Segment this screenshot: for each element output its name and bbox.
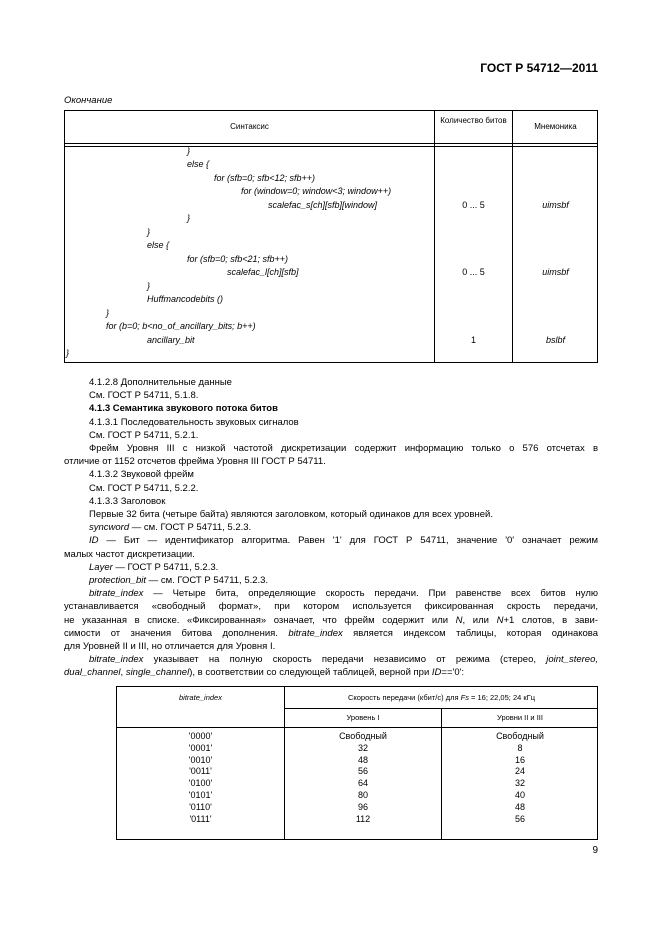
- col-index-header: bitrate_index: [179, 693, 222, 702]
- paragraph: 4.1.3.1 Последовательность звуковых сигналов: [89, 416, 299, 428]
- syntax-line: for (sfb=0; sfb<12; sfb++): [214, 173, 316, 183]
- paragraph: для Уровней II и III, но отличается для Уровня I.: [64, 641, 276, 653]
- table-cell: 48: [357, 754, 368, 765]
- mnemonic-cell: uimsbf: [542, 267, 569, 277]
- table-caption: Окончание: [64, 95, 113, 106]
- paragraph: dual_channel, single_channel), в соответствии со следующей таблицей, верной при ID=='0':: [64, 667, 465, 679]
- paragraph: симости от значения битова дополнения. bitrate_index является индексом таблицы, которая одинакова: [64, 627, 598, 639]
- level23-column: [442, 731, 598, 825]
- syntax-line: for (sfb=0; sfb<21; sfb++): [187, 254, 289, 264]
- paragraph: См. ГОСТ Р 54711, 5.2.1.: [89, 429, 199, 441]
- paragraph: См. ГОСТ Р 54711, 5.1.8.: [89, 390, 199, 402]
- paragraph: 4.1.2.8 Дополнительные данные: [89, 377, 232, 388]
- table-cell: '0100': [188, 778, 213, 789]
- syntax-line: else {: [187, 159, 210, 169]
- col-level1-header: Уровень I: [346, 713, 380, 722]
- paragraph: bitrate_index — Четыре бита, определяющие скорость передачи. При равенстве всех битов нулю: [89, 588, 598, 600]
- col-syntax-header: Синтаксис: [230, 122, 269, 131]
- table-cell: 56: [514, 813, 525, 824]
- paragraph: устанавливается «свободный формат», при котором используется фиксированная скрость передачи,: [64, 601, 598, 613]
- index-column: [117, 731, 284, 825]
- table-cell: '0010': [188, 754, 213, 765]
- paragraph: не указанная в списке. «Фиксированная» означает, что фрейм содержит или N, или N+1 слотов, в зави-: [64, 614, 598, 626]
- syntax-line: }: [147, 227, 151, 237]
- syntax-line: for (b=0; b<no_of_ancillary_bits; b++): [106, 321, 256, 331]
- paragraph: bitrate_index указывает на полную скорость передачи независимо от режима (стерео, joint_stereo,: [89, 654, 598, 666]
- table-cell: 80: [357, 789, 368, 800]
- table-cell: '0011': [189, 766, 212, 777]
- paragraph: ID — Бит — идентификатор алгоритма. Равен '1' для ГОСТ Р 54711, значение '0' означает режим: [89, 535, 598, 547]
- mnemonic-cell: uimsbf: [542, 200, 569, 210]
- level1-column: [285, 731, 441, 825]
- col-mnemonic-header: Мнемоника: [534, 122, 577, 131]
- col-rate-header: Скорость передачи (кбит/с) для Fs = 16; 22,05; 24 кГц: [347, 693, 536, 702]
- bits-cell: 0 ... 5: [462, 200, 485, 210]
- table-cell: Свободный: [496, 731, 544, 741]
- table-cell: 32: [514, 778, 525, 789]
- col-level23-header: Уровни II и III: [497, 713, 543, 722]
- syntax-line: }: [187, 146, 191, 156]
- syntax-line: for (window=0; window<3; window++): [241, 186, 392, 196]
- table-cell: 16: [514, 754, 525, 765]
- page-number: 9: [592, 845, 598, 856]
- body-text: [64, 376, 598, 680]
- syntax-line: else {: [147, 240, 170, 250]
- paragraph: См. ГОСТ Р 54711, 5.2.2.: [89, 482, 199, 494]
- table-cell: 64: [357, 778, 368, 789]
- table-cell: '0001': [188, 742, 213, 753]
- paragraph: малых частот дискретизации.: [64, 548, 195, 560]
- table-cell: 40: [514, 789, 525, 800]
- paragraph: protection_bit — см. ГОСТ Р 54711, 5.2.3.: [89, 575, 269, 587]
- syntax-line: }: [106, 308, 110, 318]
- syntax-line: ancillary_bit: [147, 335, 195, 345]
- document-id: ГОСТ Р 54712—2011: [480, 61, 598, 75]
- table-cell: 96: [357, 801, 368, 812]
- paragraph: 4.1.3.3 Заголовок: [89, 495, 166, 507]
- paragraph: 4.1.3.2 Звуковой фрейм: [89, 469, 194, 481]
- table-cell: 32: [357, 742, 368, 753]
- section-heading: 4.1.3 Семантика звукового потока битов: [89, 403, 278, 415]
- paragraph: Фрейм Уровня III с низкой частотой дискретизации содержит информацию только о 576 отсчетах в: [89, 443, 598, 455]
- table-cell: 56: [357, 766, 368, 777]
- table-cell: 48: [514, 801, 525, 812]
- paragraph: Layer — ГОСТ Р 54711, 5.2.3.: [89, 561, 219, 573]
- syntax-table: [64, 110, 598, 363]
- bits-cell: 0 ... 5: [462, 267, 485, 277]
- syntax-line: scalefac_l[ch][sfb]: [227, 267, 299, 277]
- paragraph: syncword — см. ГОСТ Р 54711, 5.2.3.: [89, 522, 252, 534]
- syntax-line: scalefac_s[ch][sfb][window]: [268, 200, 378, 210]
- table-cell: Свободный: [339, 731, 387, 741]
- table-cell: 8: [517, 742, 523, 753]
- syntax-line: Huffmancodebits (): [147, 294, 224, 304]
- table-cell: '0101': [188, 789, 213, 800]
- syntax-line: }: [187, 213, 191, 223]
- table-cell: '0000': [188, 731, 213, 741]
- syntax-line: }: [66, 348, 70, 358]
- mnemonic-cell: bslbf: [545, 335, 565, 345]
- syntax-line: }: [147, 281, 151, 291]
- table-cell: 24: [514, 766, 525, 777]
- bits-cell: 1: [470, 335, 476, 345]
- paragraph: отличие от 1152 отсчетов фрейма Уровня III ГОСТ Р 54711.: [64, 456, 326, 468]
- table-cell: '0110': [189, 801, 212, 812]
- bitrate-table: [116, 686, 598, 840]
- table-cell: '0111': [189, 813, 212, 824]
- paragraph: Первые 32 бита (четыре байта) являются заголовком, который одинаков для всех уровней.: [89, 509, 493, 521]
- table-cell: 112: [355, 813, 371, 824]
- col-bits-header: Количество битов: [440, 116, 507, 125]
